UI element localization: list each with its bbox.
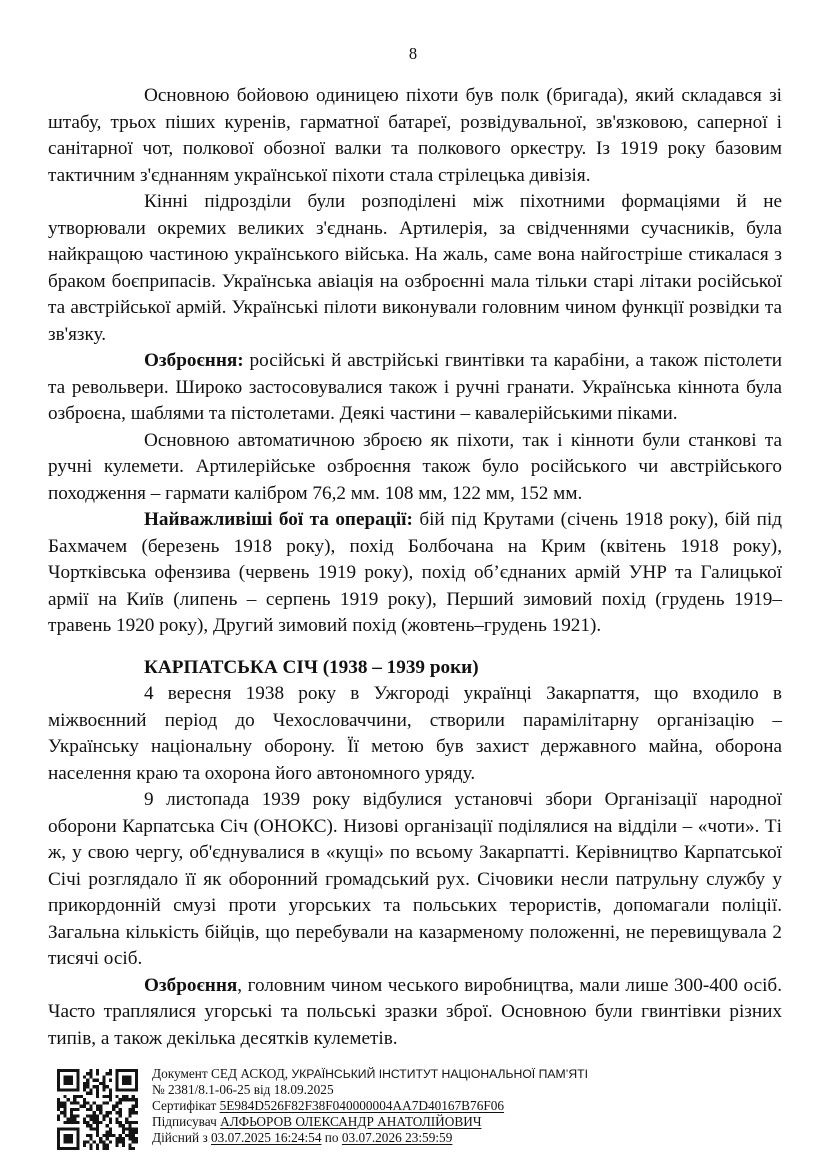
document-body <box>48 83 782 1052</box>
signature-lines <box>152 1066 588 1146</box>
text-run: УКРАЇНСЬКИЙ ІНСТИТУТ НАЦІОНАЛЬНОЇ ПАМ’ЯТІ <box>291 1067 588 1081</box>
text-run: № 2381/8.1-06-25 від 18.09.2025 <box>152 1082 334 1098</box>
paragraph <box>48 428 782 508</box>
text-run: 4 вересня 1938 року в Ужгороді українці Закарпаття, що входило в міжвоєнний період до Чехословаччини, створили парамілітарну організацію – Українську національну оборону. Її метою був захист державного майна, оборона населення краю та охорона його автономного уряду. <box>48 683 782 784</box>
text-run: Найважливіші бої та операції: <box>144 509 413 530</box>
text-run: Документ СЕД АСКОД, <box>152 1066 292 1081</box>
qr-code <box>57 1069 138 1150</box>
text-run: Підписувач <box>152 1114 221 1130</box>
paragraph <box>48 507 782 640</box>
signature-stamp <box>57 1066 588 1150</box>
text-run: КАРПАТСЬКА СІЧ (1938 – 1939 роки) <box>144 656 479 678</box>
signature-line <box>152 1130 588 1146</box>
text-run: АЛФЬОРОВ ОЛЕКСАНДР АНАТОЛІЙОВИЧ <box>220 1114 482 1130</box>
text-run: бій під Крутами (січень 1918 року), бій під Бахмачем (березень 1918 року), похід Болбочана на Крим (квітень 1918 року), Чортківська офензива (червень 1919 року), похід об’єднаних армій УНР та Галицької армії на Київ (липень – серпень 1919 року), Перший зимовий похід (грудень 1919–травень 1920 року), Другий зимовий похід (жовтень–грудень 1921). <box>48 509 782 636</box>
signature-line <box>152 1098 588 1114</box>
text-run: по <box>321 1130 342 1146</box>
text-run: Основною бойовою одиницею піхоти був полк (бригада), який складався зі штабу, трьох піших куренів, гарматної батареї, розвідувальної, зв'язковою, саперної і санітарної чот, полкової обозної валки та полкового оркестру. Із 1919 року базовим тактичним з'єднанням української піхоти стала стрілецька дивізія. <box>48 85 782 186</box>
signature-line <box>152 1114 588 1130</box>
text-run: 9 листопада 1939 року відбулися установчі збори Організації народної оборони Карпатська Січ (ОНОКС). Низові організації поділялися на відділи – «чоти». Ті ж, у свою чергу, об'єднувалися в «кущі» по всьому Закарпатті. Керівництво Карпатської Січі розглядало її як оборонний громадський рух. Січовики несли патрульну службу у прикордонній смузі проти угорських та польських терористів, допомагали поліції. Загальна кількість бійців, що перебували на казарменому положенні, не перевищувала 2 тисячі осіб. <box>48 789 782 969</box>
text-run: Озброєння <box>144 974 238 996</box>
signature-line <box>152 1082 588 1098</box>
text-run: 03.07.2025 16:24:54 <box>211 1130 322 1146</box>
paragraph <box>48 681 782 787</box>
text-run: 5E984D526F82F38F040000004AA7D40167B76F06 <box>219 1098 505 1114</box>
text-run: , головним чином чеського виробництва, мали лише 300-400 осіб. Часто траплялися угорські та польські зразки зброї. Основною були гвинтівки різних типів, а також декілька десятків кулеметів. <box>48 974 782 1049</box>
paragraph <box>48 189 782 348</box>
text-run: Сертифікат <box>152 1098 220 1114</box>
text-run: Основною автоматичною зброєю як піхоти, так і кінноти були станкові та ручні кулемети. Артилерійське озброєння також було російського чи австрійського походження – гармати калібром 76,2 мм. 108 мм, 122 мм, 152 мм. <box>48 429 782 504</box>
signature-line <box>152 1066 588 1082</box>
page-number: 8 <box>408 44 418 63</box>
text-run: Кінні підрозділи були розподілені між піхотними формаціями й не утворювали окремих великих з'єднань. Артилерія, за свідченнями сучасників, була найкращою частиною українського війська. На жаль, саме вона найгостріше стикалася з браком боєприпасів. Українська авіація на озброєнні мала тільки старі літаки російської та австрійської армій. Українські пілоти виконували головним чином функції розвідки та зв'язку. <box>48 191 782 345</box>
text-run: Озброєння: <box>144 350 244 371</box>
section-heading <box>48 655 782 682</box>
paragraph <box>48 83 782 189</box>
text-run: 03.07.2026 23:59:59 <box>341 1130 453 1146</box>
paragraph <box>48 348 782 428</box>
paragraph <box>48 787 782 973</box>
paragraph <box>48 973 782 1053</box>
text-run: російські й австрійські гвинтівки та карабіни, а також пістолети та револьвери. Широко застосовувалися також і ручні гранати. Українська кіннота була озброєна, шаблями та пістолетами. Деякі частини – кавалерійськими піками. <box>48 350 782 424</box>
text-run: Дійсний з <box>152 1130 212 1146</box>
